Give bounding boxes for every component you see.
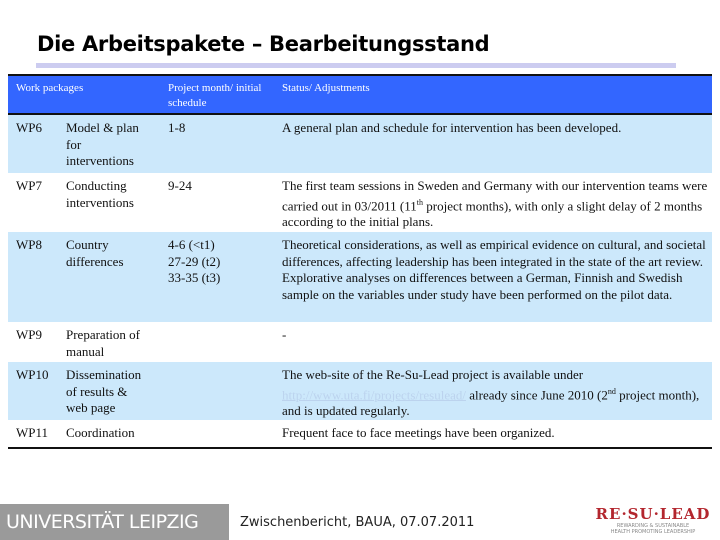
table-row bbox=[8, 232, 712, 322]
wp-month: 1-8 bbox=[168, 120, 186, 135]
status-text: project months), with only a slight delay of 2 months according to the initial plans. bbox=[282, 197, 703, 230]
wp-status: Frequent face to face meetings have been organized. bbox=[282, 425, 555, 440]
wp-id: WP11 bbox=[16, 425, 49, 440]
status-text: The web-site of the Re-Su-Lead project is available under bbox=[282, 367, 584, 382]
wp-name: Model & plan for interventions bbox=[66, 120, 139, 168]
wp-id: WP9 bbox=[16, 327, 42, 342]
wp-name: Dissemination of results & web page bbox=[66, 367, 142, 415]
status-text: already since June 2010 (2 bbox=[466, 386, 608, 402]
table-row bbox=[8, 322, 712, 362]
header-status: Status/ Adjustments bbox=[282, 82, 370, 94]
wp-month: 4-6 (<t1) 27-29 (t2) 33-35 (t3) bbox=[168, 237, 221, 285]
resulead-logo bbox=[588, 505, 718, 535]
status-text: The first team sessions in Sweden and Germany with our intervention teams were carried out in 03/2011 (11 bbox=[282, 178, 708, 213]
wp-name: Conducting interventions bbox=[66, 178, 134, 210]
page-title: Die Arbeitspakete – Bearbeitungsstand bbox=[37, 32, 490, 56]
table-row bbox=[8, 420, 712, 447]
table-row bbox=[8, 362, 712, 420]
logo-name: RE·SU·LEAD bbox=[595, 505, 711, 523]
wp-month: 9-24 bbox=[168, 178, 192, 193]
wp-id: WP7 bbox=[16, 178, 42, 193]
wp-status: - bbox=[282, 327, 287, 342]
footer-text: Zwischenbericht, BAUA, 07.07.2011 bbox=[240, 515, 475, 530]
logo-subtitle: HEALTH PROMOTING LEADERSHIP bbox=[610, 529, 696, 535]
table-header bbox=[8, 76, 712, 115]
university-leipzig-logo: UNIVERSITÄT LEIPZIG bbox=[0, 504, 229, 540]
table-row bbox=[8, 115, 712, 173]
work-packages-table bbox=[8, 74, 712, 449]
superscript: nd bbox=[607, 386, 616, 396]
table-row bbox=[8, 173, 712, 232]
wp-status bbox=[282, 173, 712, 231]
wp-status: A general plan and schedule for intervention has been developed. bbox=[282, 120, 622, 135]
wp-id: WP10 bbox=[16, 367, 49, 382]
wp-id: WP8 bbox=[16, 237, 42, 252]
header-work-packages: Work packages bbox=[16, 82, 84, 94]
title-underline bbox=[36, 63, 676, 68]
wp-id: WP6 bbox=[16, 120, 42, 135]
wp-status bbox=[282, 362, 712, 420]
wp-name: Country differences bbox=[66, 237, 124, 269]
logo-subtitle: REWARDING & SUSTAINABLE bbox=[616, 523, 690, 529]
project-website-link[interactable]: http://www.uta.fi/projects/resulead/ bbox=[282, 386, 466, 402]
wp-status: Theoretical considerations, as well as empirical evidence on cultural, and societal differences, affecting leadership has been integrated in the state of the art review. Explorative analyses on differences between a German, Finnish and Swedish sample on the variables under study have been performed on the pilot data. bbox=[282, 237, 706, 302]
superscript: th bbox=[416, 197, 424, 207]
wp-name: Preparation of manual bbox=[66, 327, 141, 359]
header-project-month: Project month/ initial schedule bbox=[168, 82, 262, 109]
status-text: project month), and is updated regularly. bbox=[282, 386, 700, 419]
wp-name: Coordination bbox=[66, 425, 135, 440]
